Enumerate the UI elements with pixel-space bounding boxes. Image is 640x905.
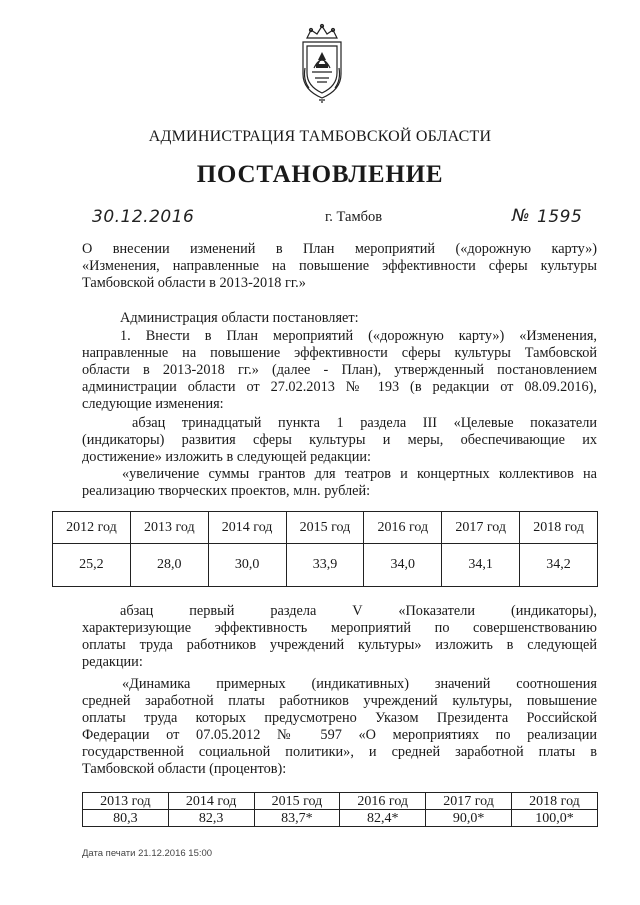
grants-quote-line: реализацию творческих проектов, млн. рублей: [82,483,371,499]
coat-of-arms-emblem [297,22,347,104]
section-3-line: (индикаторы) развития сферы культуры и меры, обеспечивающие их [82,432,597,448]
year-cell: 2013 год [83,793,169,810]
value-cell: 30,0 [208,544,286,587]
value-cell: 90,0* [426,810,512,827]
organization-name: АДМИНИСТРАЦИЯ ТАМБОВСКОЙ ОБЛАСТИ [148,128,492,145]
print-date: Дата печати 21.12.2016 15:00 [82,848,213,859]
subject-line: О внесении изменений в План мероприятий («дорожную карту») [82,241,597,257]
decree-intro: Администрация области постановляет: [120,310,359,326]
value-cell: 83,7* [254,810,340,827]
grants-table-value-row [53,544,598,587]
year-cell: 2014 год [208,512,286,544]
section-5-line: характеризующие эффективность мероприятий по совершенствованию [82,620,597,636]
year-cell: 2014 год [168,793,254,810]
salary-ratio-table [82,792,598,827]
item-1-paragraph [82,328,597,413]
section-5-line: редакции: [82,654,143,670]
value-cell: 33,9 [286,544,364,587]
item-1-line: области в 2013-2018 гг.» (далее - План), утвержденный постановлением [82,362,597,378]
salary-table-value-row [83,810,598,827]
year-cell: 2016 год [364,512,442,544]
document-city: г. Тамбов [325,209,383,225]
item-1-line: 1. Внести в План мероприятий («дорожную карту») «Изменения, [120,328,597,344]
value-cell: 25,2 [53,544,131,587]
section-3-line: абзац тринадцатый пункта 1 раздела III «Целевые показатели [132,415,597,431]
salary-quote-line: государственной социальной политики», и средней заработной платы в [82,744,597,760]
section-3-paragraph [82,415,597,466]
salary-quote-line: средней заработной платы работников учреждений культуры, повышение [82,693,597,709]
grants-table [52,511,598,587]
value-cell: 82,3 [168,810,254,827]
year-cell: 2017 год [426,793,512,810]
subject-line: Тамбовской области в 2013-2018 гг.» [82,275,306,291]
year-cell: 2018 год [520,512,598,544]
value-cell: 28,0 [130,544,208,587]
item-1-line: администрации области от 27.02.2013 № 193 (в редакции от 08.09.2016), [82,379,597,395]
salary-quote-line: Федерации от 07.05.2012 № 597 «О мероприятиях по реализации [82,727,597,743]
salary-quote-line: оплаты труда которых предусмотрено Указом Президента Российской [82,710,597,726]
item-1-line: следующие изменения: [82,396,224,412]
year-cell: 2015 год [286,512,364,544]
grants-quote-line: «увеличение суммы грантов для театров и концертных коллективов на [122,466,597,482]
value-cell: 82,4* [340,810,426,827]
value-cell: 80,3 [83,810,169,827]
salary-quote-line: Тамбовской области (процентов): [82,761,287,777]
year-cell: 2017 год [442,512,520,544]
salary-quote [82,676,597,778]
section-5-paragraph [82,603,597,671]
section-5-line: абзац первый раздела V «Показатели (индикаторы), [120,603,597,619]
grants-quote [82,466,597,500]
year-cell: 2016 год [340,793,426,810]
grants-table-header-row [53,512,598,544]
document-date: 30.12.2016 [92,207,195,227]
section-5-line: оплаты труда работников учреждений культуры» изложить в следующей [82,637,597,653]
document-number-label: № [512,206,531,226]
document-subject [82,241,597,292]
item-1-line: направленные на повышение эффективности сферы культуры Тамбовской [82,345,597,361]
year-cell: 2015 год [254,793,340,810]
subject-line: «Изменения, направленные на повышение эффективности сферы культуры [82,258,597,274]
document-number: 1595 [537,207,583,227]
year-cell: 2013 год [130,512,208,544]
document-type-title: ПОСТАНОВЛЕНИЕ [196,161,444,188]
value-cell: 34,1 [442,544,520,587]
year-cell: 2012 год [53,512,131,544]
value-cell: 34,2 [520,544,598,587]
section-3-line: достижение» изложить в следующей редакции: [82,449,371,465]
salary-table-header-row [83,793,598,810]
value-cell: 100,0* [511,810,597,827]
salary-quote-line: «Динамика примерных (индикативных) значений соотношения [122,676,597,692]
year-cell: 2018 год [511,793,597,810]
value-cell: 34,0 [364,544,442,587]
